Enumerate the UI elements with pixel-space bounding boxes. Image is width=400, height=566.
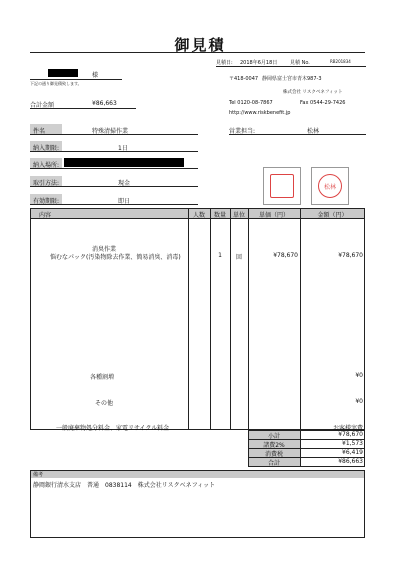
field-payment-line <box>30 186 198 187</box>
header-qty: 数量 <box>213 212 226 219</box>
item-description: 悩むなパック(汚染物除去作業、簡易消臭、消毒) <box>50 254 181 261</box>
other-amount: ¥0 <box>355 398 363 405</box>
field-deadline-line <box>30 151 198 152</box>
company-stamp-box <box>263 167 301 205</box>
field-subject-line <box>30 134 198 135</box>
header-people: 人数 <box>192 212 205 219</box>
field-subject-value: 特殊清掃作業 <box>92 128 129 135</box>
field-payment-value: 現金 <box>118 180 131 187</box>
company-tel: Tel 0120-08-7867 <box>229 100 273 106</box>
tax-value: ¥6,419 <box>342 449 363 456</box>
items-table <box>30 208 365 430</box>
disposal-label: 一般廃棄物処分料金、家電リサイクル料金 <box>56 425 170 432</box>
col-divider <box>210 208 211 430</box>
fees-label: 諸費2% <box>263 442 285 449</box>
field-deadline-value: 1日 <box>118 145 128 152</box>
surcharge-label: 各種割増 <box>90 374 115 381</box>
company-address: 静岡県富士宮市青木987-3 <box>262 76 322 82</box>
col-divider <box>248 208 249 430</box>
item-title: 消臭作業 <box>92 246 117 253</box>
remarks-label: 備考 <box>33 472 44 478</box>
field-subject-label: 件名 <box>33 128 46 135</box>
field-validity-label: 有効期限: <box>33 198 60 205</box>
company-name: 株式会社 リスクベネフィット <box>283 90 343 95</box>
sales-name: 松林 <box>307 128 320 135</box>
total-label: 合計金額 <box>30 102 55 109</box>
total-underline <box>30 108 136 109</box>
disposal-amount: お客様実費 <box>332 425 363 432</box>
sales-underline <box>229 134 366 135</box>
item-amount: ¥78,670 <box>338 252 363 259</box>
date-value: 2018年6月18日 <box>240 60 278 66</box>
field-place-label: 納入場所: <box>33 162 60 169</box>
grand-total-value: ¥86,663 <box>338 458 363 465</box>
col-divider <box>230 208 231 430</box>
col-divider <box>300 208 301 430</box>
customer-honorific: 様 <box>92 72 99 79</box>
date-label: 見積日: <box>216 60 233 66</box>
total-amount: ¥86,663 <box>92 100 117 107</box>
company-seal-icon <box>270 174 294 198</box>
field-deadline-label: 納入期限: <box>33 145 60 152</box>
title-underline <box>30 52 365 53</box>
remarks-header-bg <box>31 471 364 478</box>
estimate-note: 下記の通り御見積致します。 <box>30 81 82 86</box>
header-amount: 金額（円） <box>317 212 348 219</box>
item-unit: 回 <box>235 254 242 261</box>
fees-value: ¥1,573 <box>342 440 363 447</box>
item-unit-price: ¥78,670 <box>273 252 298 259</box>
col-divider <box>188 208 189 430</box>
customer-underline <box>30 79 122 80</box>
subtotal-value: ¥78,670 <box>338 431 363 438</box>
field-payment-label: 取引方法: <box>33 180 60 187</box>
header-unit-price: 単価（円） <box>258 212 289 219</box>
company-fax: Fax 0544-29-7426 <box>300 100 346 106</box>
surcharge-amount: ¥0 <box>355 372 363 379</box>
document-title: 御見積 <box>174 36 226 54</box>
number-value: RB201834 <box>330 59 351 64</box>
personal-stamp-box <box>311 167 349 205</box>
header-description: 内容 <box>38 212 51 219</box>
date-underline <box>216 66 366 67</box>
field-validity-line <box>30 204 198 205</box>
company-url: http://www.riskbenefit.jp <box>229 110 291 116</box>
item-qty: 1 <box>218 252 222 259</box>
other-label: その他 <box>95 400 114 407</box>
field-place-line <box>30 168 198 169</box>
grand-total-label: 合計 <box>267 460 280 467</box>
subtotal-label: 小計 <box>267 433 280 440</box>
tax-label: 消費税 <box>264 451 283 458</box>
header-unit: 単位 <box>232 212 245 219</box>
sales-label: 営業担当: <box>229 128 256 135</box>
remarks-text: 静岡銀行清水支店 普通 0838114 株式会社リスクベネフィット <box>33 482 216 489</box>
number-label: 見積 No. <box>290 60 310 66</box>
personal-seal-icon: 松林 <box>318 174 342 198</box>
company-zip: 〒418-0047 <box>229 76 259 82</box>
field-validity-value: 即日 <box>118 198 131 205</box>
customer-name-redacted <box>48 69 78 77</box>
delivery-place-redacted <box>64 158 184 167</box>
